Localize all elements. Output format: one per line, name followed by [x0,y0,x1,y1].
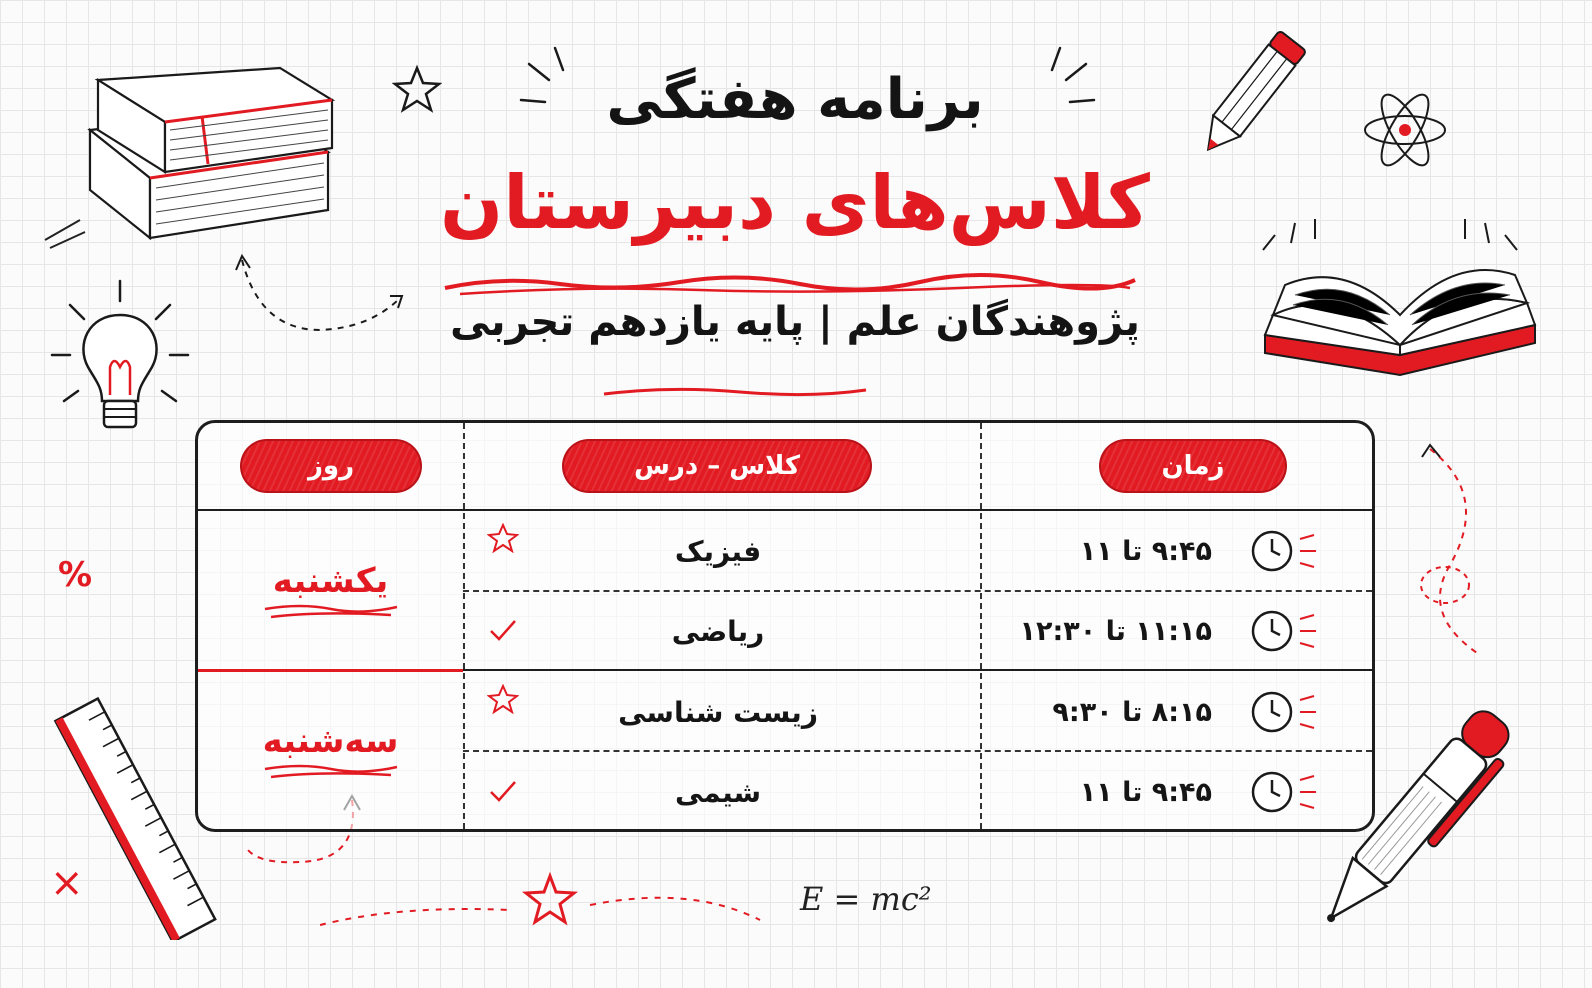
spiral-icon [1415,560,1475,610]
header-day: روز [240,439,422,493]
table-row [198,591,1372,671]
time-cell [977,672,1372,752]
header-class: کلاس – درس [562,439,872,493]
dashed-arrow-icon [1400,435,1500,665]
time-cell [977,591,1372,671]
clock-icon [1250,529,1294,573]
clock-icon [1250,770,1294,814]
title-underline [440,270,1140,300]
day-name: سه‌شنبه [262,721,399,761]
header-time: زمان [1099,439,1287,493]
schedule-table [195,420,1375,832]
subject-name: ریاضی [671,614,765,648]
atom-icon [1360,90,1450,170]
check-icon [487,776,519,806]
table-header [198,423,1372,511]
title-weekly-schedule: برنامه هفتگی [606,67,984,132]
formula-doodle: E = mc² [800,880,932,918]
star-icon [487,684,519,714]
class-cell [459,511,977,591]
day-name: یکشنبه [272,561,389,601]
class-cell [459,752,977,832]
time-cell [977,511,1372,591]
check-icon [487,615,519,645]
cross-doodle: × [50,860,84,906]
subject-name: زیست شناسی [618,695,818,729]
title-high-school-classes: کلاس‌های دبیرستان [440,160,1150,246]
class-cell [459,672,977,752]
star-icon [487,523,519,553]
ring-lines-icon [1298,531,1320,571]
table-row [198,511,1372,591]
sparkle-lines-icon [40,210,90,250]
time-range: ۹:۴۵ تا ۱۱ [1079,535,1212,567]
time-range: ۸:۱۵ تا ۹:۳۰ [1052,696,1212,728]
subtitle-school-grade: پژوهندگان علم | پایه یازدهم تجربی [450,299,1140,345]
lightbulb-icon [48,275,193,445]
ring-lines-icon [1298,772,1320,812]
percent-doodle: % [58,555,93,595]
time-range: ۹:۴۵ تا ۱۱ [1079,776,1212,808]
ring-lines-icon [1298,692,1320,732]
clock-icon [1250,690,1294,734]
subtitle-underline [600,382,870,402]
title-block [380,60,1210,352]
ring-lines-icon [1298,611,1320,651]
time-range: ۱۱:۱۵ تا ۱۲:۳۰ [1019,615,1212,647]
table-row [198,672,1372,752]
books-stack-icon [70,60,350,240]
subject-name: فیزیک [674,534,762,568]
clock-icon [1250,609,1294,653]
subject-name: شیمی [674,775,762,809]
class-cell [459,591,977,671]
time-cell [977,752,1372,832]
table-row [198,752,1372,832]
dashed-line-icon [320,875,780,945]
open-book-icon [1255,215,1545,395]
